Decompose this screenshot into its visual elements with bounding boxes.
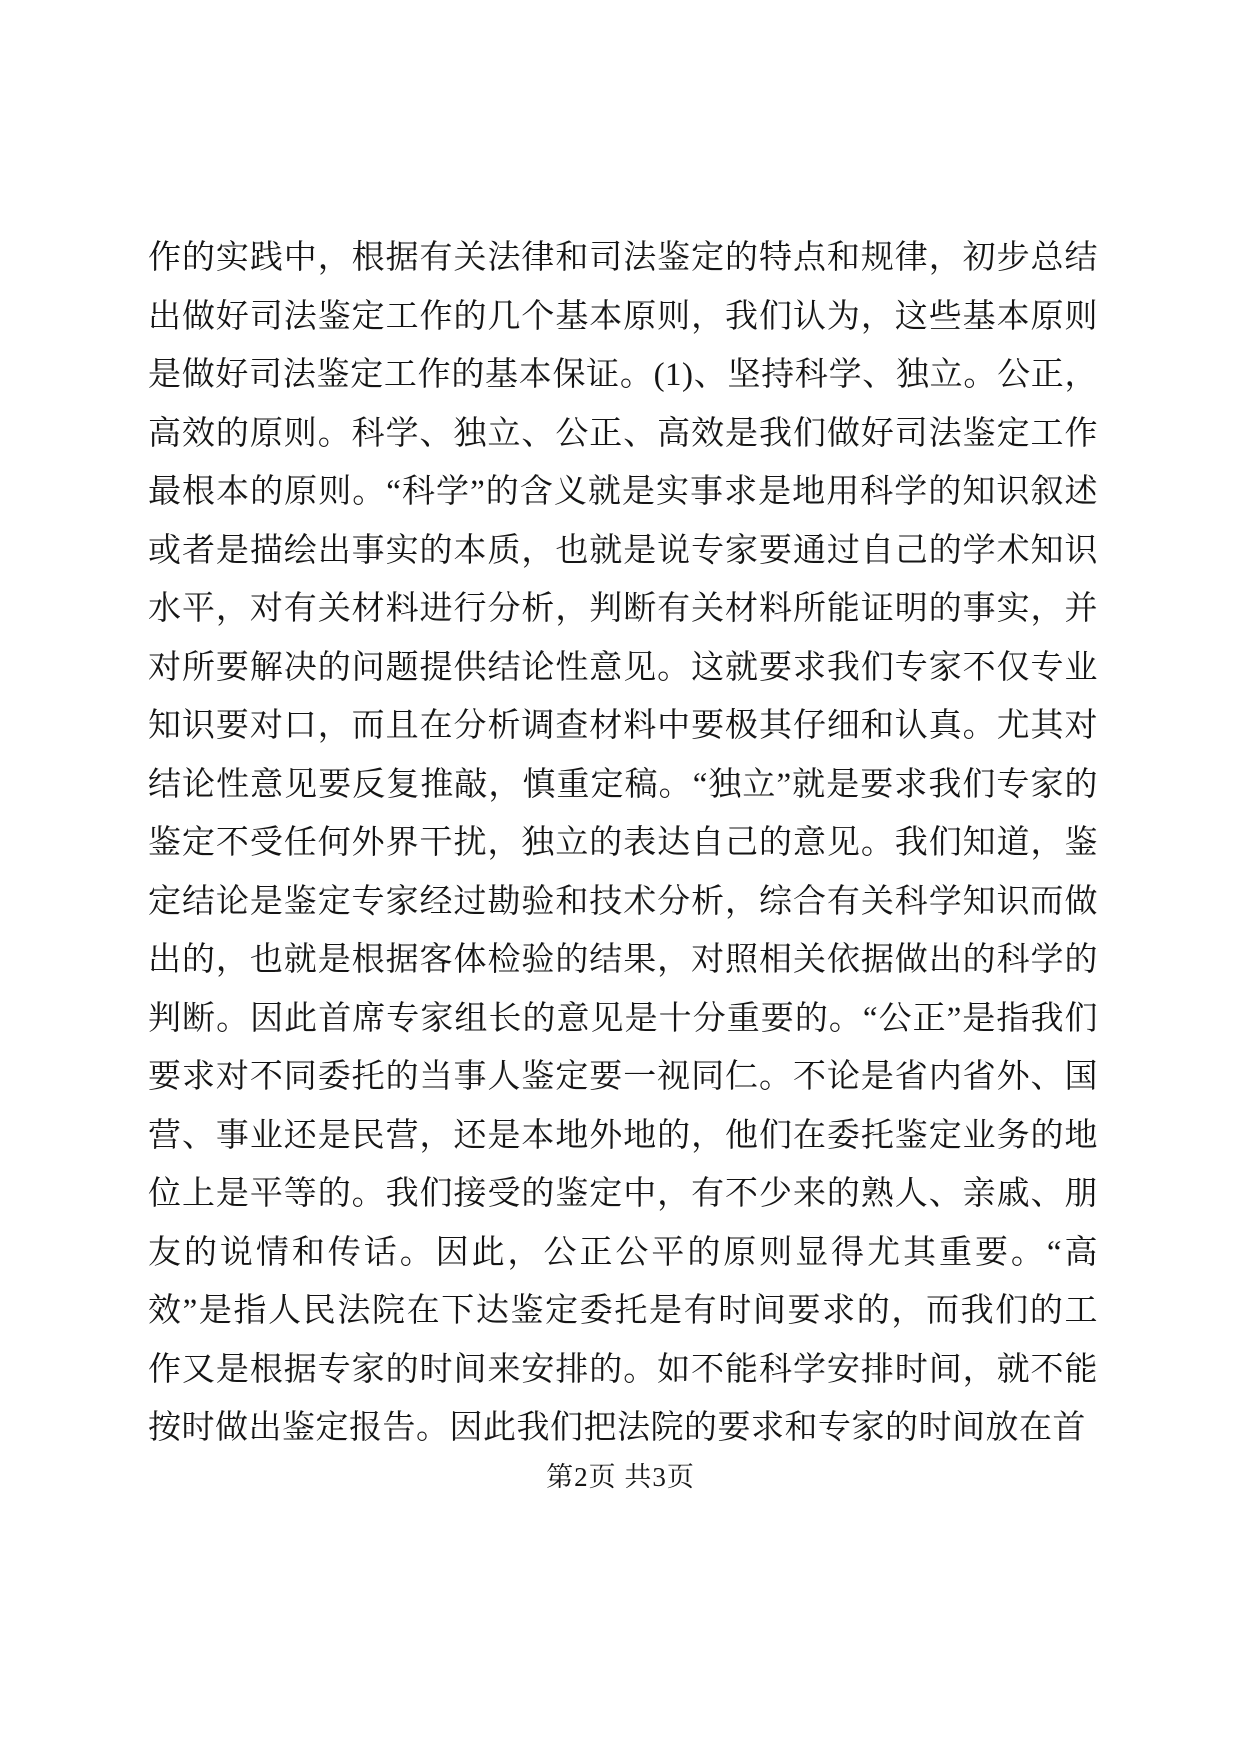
body-paragraph: 作的实践中，根据有关法律和司法鉴定的特点和规律，初步总结出做好司法鉴定工作的几个基本原则，我们认为，这些基本原则是做好司法鉴定工作的基本保证。(1)、坚持科学、独立。公正，高效的原则。科学、独立、公正、高效是我们做好司法鉴定工作最根本的原则。“科学”的含义就是实事求是地用科学的知识叙述或者是描绘出事实的本质，也就是说专家要通过自己的学术知识水平，对有关材料进行分析，判断有关材料所能证明的事实，并对所要解决的问题提供结论性意见。这就要求我们专家不仅专业知识要对口，而且在分析调查材料中要极其仔细和认真。尤其对结论性意见要反复推敲，慎重定稿。“独立”就是要求我们专家的鉴定不受任何外界干扰，独立的表达自己的意见。我们知道，鉴定结论是鉴定专家经过勘验和技术分析，综合有关科学知识而做出的，也就是根据客体检验的结果，对照相关依据做出的科学的判断。因此首席专家组长的意见是十分重要的。“公正”是指我们要求对不同委托的当事人鉴定要一视同仁。不论是省内省外、国营、事业还是民营，还是本地外地的，他们在委托鉴定业务的地位上是平等的。我们接受的鉴定中，有不少来的熟人、亲戚、朋友的说情和传话。因此，公正公平的原则显得尤其重要。“高效”是指人民法院在下达鉴定委托是有时间要求的，而我们的工作又是根据专家的时间来安排的。如不能科学安排时间，就不能按时做出鉴定报告。因此我们把法院的要求和专家的时间放在首 [148,240,1098,1446]
page-content [148,196,1098,1491]
page-footer [0,1455,1241,1494]
page-number: 第2页 共3页 [546,1462,695,1492]
